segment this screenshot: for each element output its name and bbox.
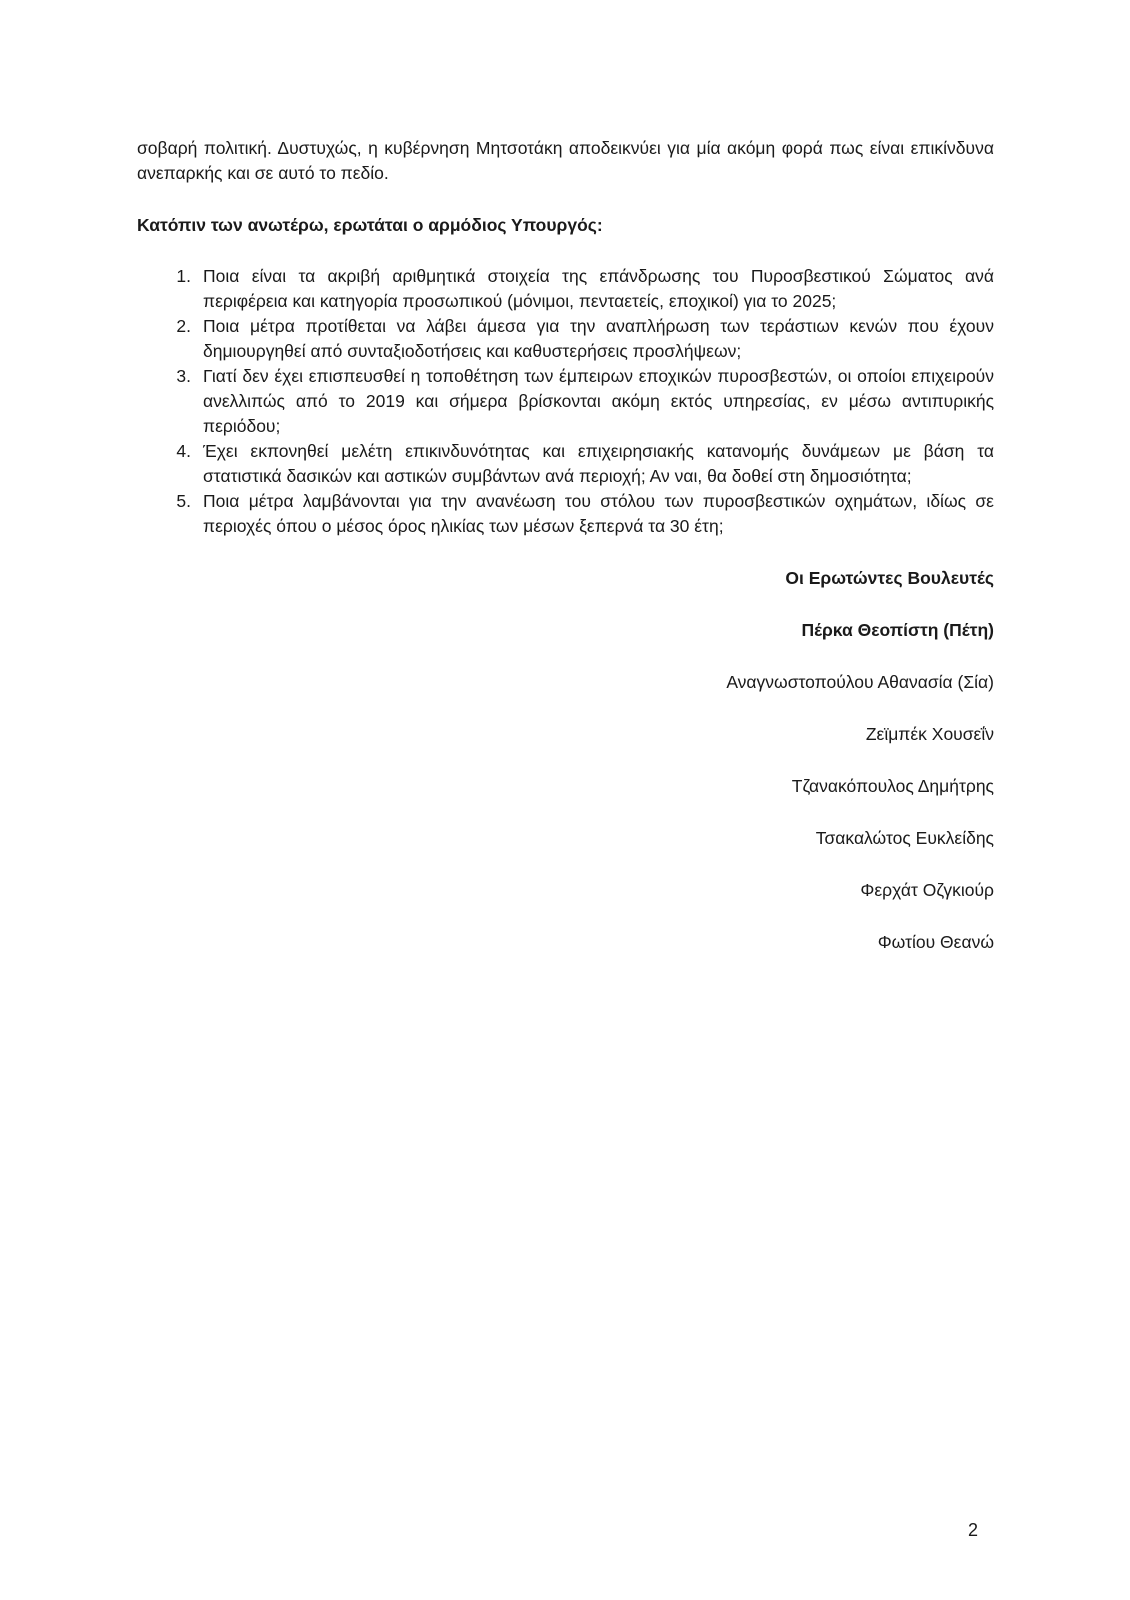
question-item — [137, 264, 994, 314]
question-item — [137, 439, 994, 489]
question-number: 2. — [176, 316, 191, 336]
intro-paragraph: σοβαρή πολιτική. Δυστυχώς, η κυβέρνηση Μητσοτάκη αποδεικνύει για μία ακόμη φορά πως είναι επικίνδυνα ανεπαρκής και σε αυτό το πεδίο. — [137, 138, 994, 183]
question-text: Ποια μέτρα λαμβάνονται για την ανανέωση του στόλου των πυροσβεστικών οχημάτων, ιδίως σε περιοχές όπου ο μέσος όρος ηλικίας των μέσων ξεπερνά τα 30 έτη; — [203, 491, 994, 536]
signatory-name: Τσακαλώτος Ευκλείδης — [815, 828, 994, 848]
question-text: Ποια είναι τα ακριβή αριθμητικά στοιχεία της επάνδρωσης του Πυροσβεστικού Σώματος ανά περιφέρεια και κατηγορία προσωπικού (μόνιμοι, πενταετείς, εποχικοί) για το 2025; — [203, 266, 994, 311]
signatory-name: Τζανακόπουλος Δημήτρης — [791, 776, 994, 796]
questions-list — [137, 264, 994, 539]
signatures-block — [137, 566, 994, 955]
signatory-name: Ζεϊμπέκ Χουσεΐν — [865, 724, 994, 744]
lead-signatory: Πέρκα Θεοπίστη (Πέτη) — [801, 620, 994, 640]
question-text: Γιατί δεν έχει επισπευσθεί η τοποθέτηση των έμπειρων εποχικών πυροσβεστών, οι οποίοι επιχειρούν ανελλιπώς από το 2019 και σήμερα βρίσκονται ακόμη εκτός υπηρεσίας, εν μέσω αντιπυρικής περιόδου; — [203, 366, 994, 436]
page-content — [137, 136, 994, 982]
question-item — [137, 489, 994, 539]
question-text: Έχει εκπονηθεί μελέτη επικινδυνότητας και επιχειρησιακής κατανομής δυνάμεων με βάση τα στατιστικά δασικών και αστικών συμβάντων ανά περιοχή; Αν ναι, θα δοθεί στη δημοσιότητα; — [203, 441, 994, 486]
question-number: 1. — [176, 266, 191, 286]
page-number: 2 — [967, 1520, 978, 1540]
question-number: 4. — [176, 441, 191, 461]
question-number: 3. — [176, 366, 191, 386]
signatory-name: Αναγνωστοπούλου Αθανασία (Σία) — [726, 672, 994, 692]
question-text: Ποια μέτρα προτίθεται να λάβει άμεσα για την αναπλήρωση των τεράστιων κενών που έχουν δημιουργηθεί από συνταξιοδοτήσεις και καθυστερήσεις προσλήψεων; — [203, 316, 994, 361]
signatory-name: Φωτίου Θεανώ — [877, 932, 994, 952]
question-item — [137, 364, 994, 439]
signatory-name: Φερχάτ Οζγκιούρ — [860, 880, 994, 900]
question-item — [137, 314, 994, 364]
question-heading: Κατόπιν των ανωτέρω, ερωτάται ο αρμόδιος Υπουργός: — [137, 215, 603, 235]
signatures-title: Οι Ερωτώντες Βουλευτές — [785, 568, 994, 588]
question-number: 5. — [176, 491, 191, 511]
